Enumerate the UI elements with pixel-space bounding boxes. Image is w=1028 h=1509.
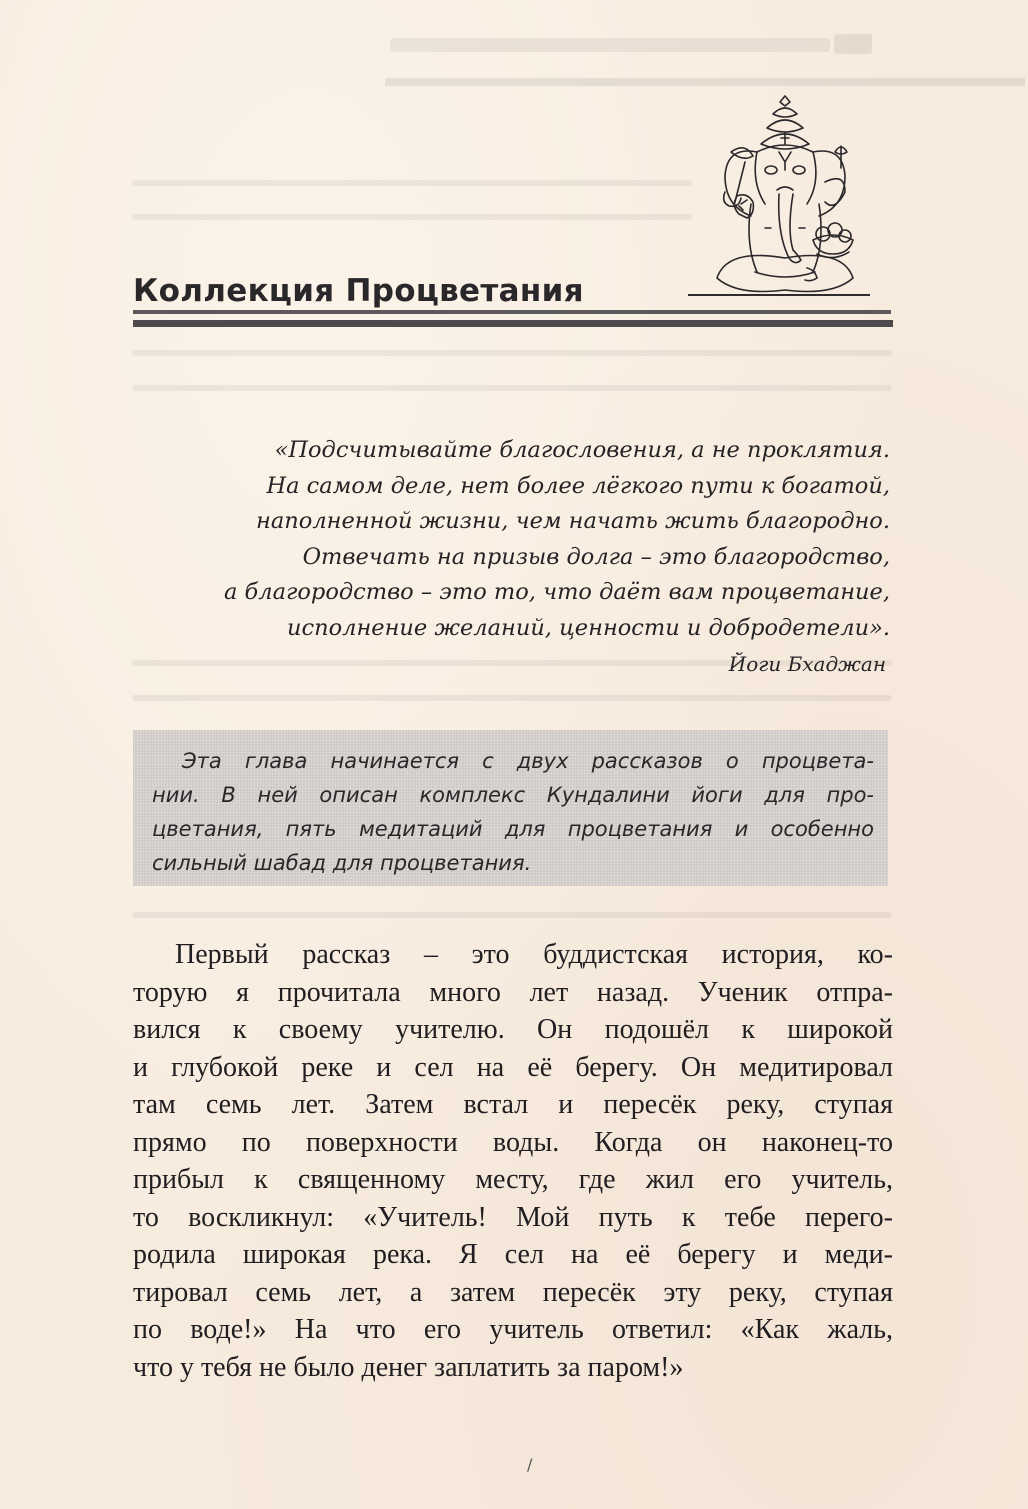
summary-line: цветания, пять медитаций для процветания и особенно — [152, 817, 874, 841]
epigraph-quote — [150, 433, 890, 683]
show-through-line — [132, 385, 892, 391]
body-paragraph — [133, 936, 893, 1386]
summary-line: нии. В ней описан комплекс Кундалини йоги для про- — [152, 783, 874, 807]
summary-line: сильный шабад для процветания. — [152, 851, 532, 875]
show-through-page-number — [834, 34, 872, 54]
epigraph-attribution: Йоги Бхаджан — [728, 652, 886, 676]
body-line: по воде!» На что его учитель ответил: «Как жаль, — [133, 1314, 893, 1345]
body-line: родила широкая река. Я сел на её берегу и меди- — [133, 1239, 893, 1270]
title-rule-thin — [688, 294, 870, 296]
footer-mark: / — [527, 1455, 533, 1474]
epigraph-line: наполненной жизни, чем начать жить благородно. — [256, 508, 890, 534]
show-through-line — [132, 350, 892, 356]
ganesha-icon — [695, 92, 875, 302]
epigraph-line: «Подсчитывайте благословения, а не проклятия. — [274, 437, 890, 463]
show-through-header-rule — [385, 78, 1025, 86]
summary-line: Эта глава начинается с двух рассказов о процвета- — [182, 749, 874, 773]
body-line: что у тебя не было денег заплатить за паром!» — [133, 1351, 684, 1383]
show-through-line — [132, 214, 692, 220]
epigraph-line: а благородство – это то, что даёт вам процветание, — [223, 579, 890, 605]
epigraph-line: исполнение желаний, ценности и добродетели». — [287, 614, 890, 641]
chapter-summary-text — [152, 744, 874, 880]
epigraph-line: Отвечать на призыв долга – это благородство, — [302, 543, 890, 570]
body-line: прямо по поверхности воды. Когда он наконец-то — [133, 1126, 893, 1158]
title-rule-lower — [133, 320, 893, 327]
epigraph-line: На самом деле, нет более лёгкого пути к богатой, — [266, 472, 890, 499]
body-line: вился к своему учителю. Он подошёл к широкой — [133, 1014, 893, 1045]
body-line: тировал семь лет, а затем пересёк эту реку, ступая — [133, 1276, 893, 1308]
body-line: Первый рассказ – это буддистская история, ко- — [175, 939, 893, 970]
show-through-line — [132, 912, 892, 918]
show-through-line — [132, 695, 892, 701]
body-line: прибыл к священному месту, где жил его учитель, — [133, 1164, 893, 1195]
title-rule-upper — [133, 310, 891, 314]
body-line: там семь лет. Затем встал и пересёк реку, ступая — [133, 1089, 893, 1120]
chapter-title: Коллекция Процветания — [133, 272, 584, 309]
show-through-line — [132, 180, 692, 186]
body-line: то воскликнул: «Учитель! Мой путь к тебе перего- — [133, 1201, 893, 1233]
body-line: торую я прочитала много лет назад. Ученик отпра- — [133, 976, 893, 1008]
body-line: и глубокой реке и сел на её берегу. Он медитировал — [133, 1051, 893, 1083]
show-through-running-head — [390, 38, 830, 52]
